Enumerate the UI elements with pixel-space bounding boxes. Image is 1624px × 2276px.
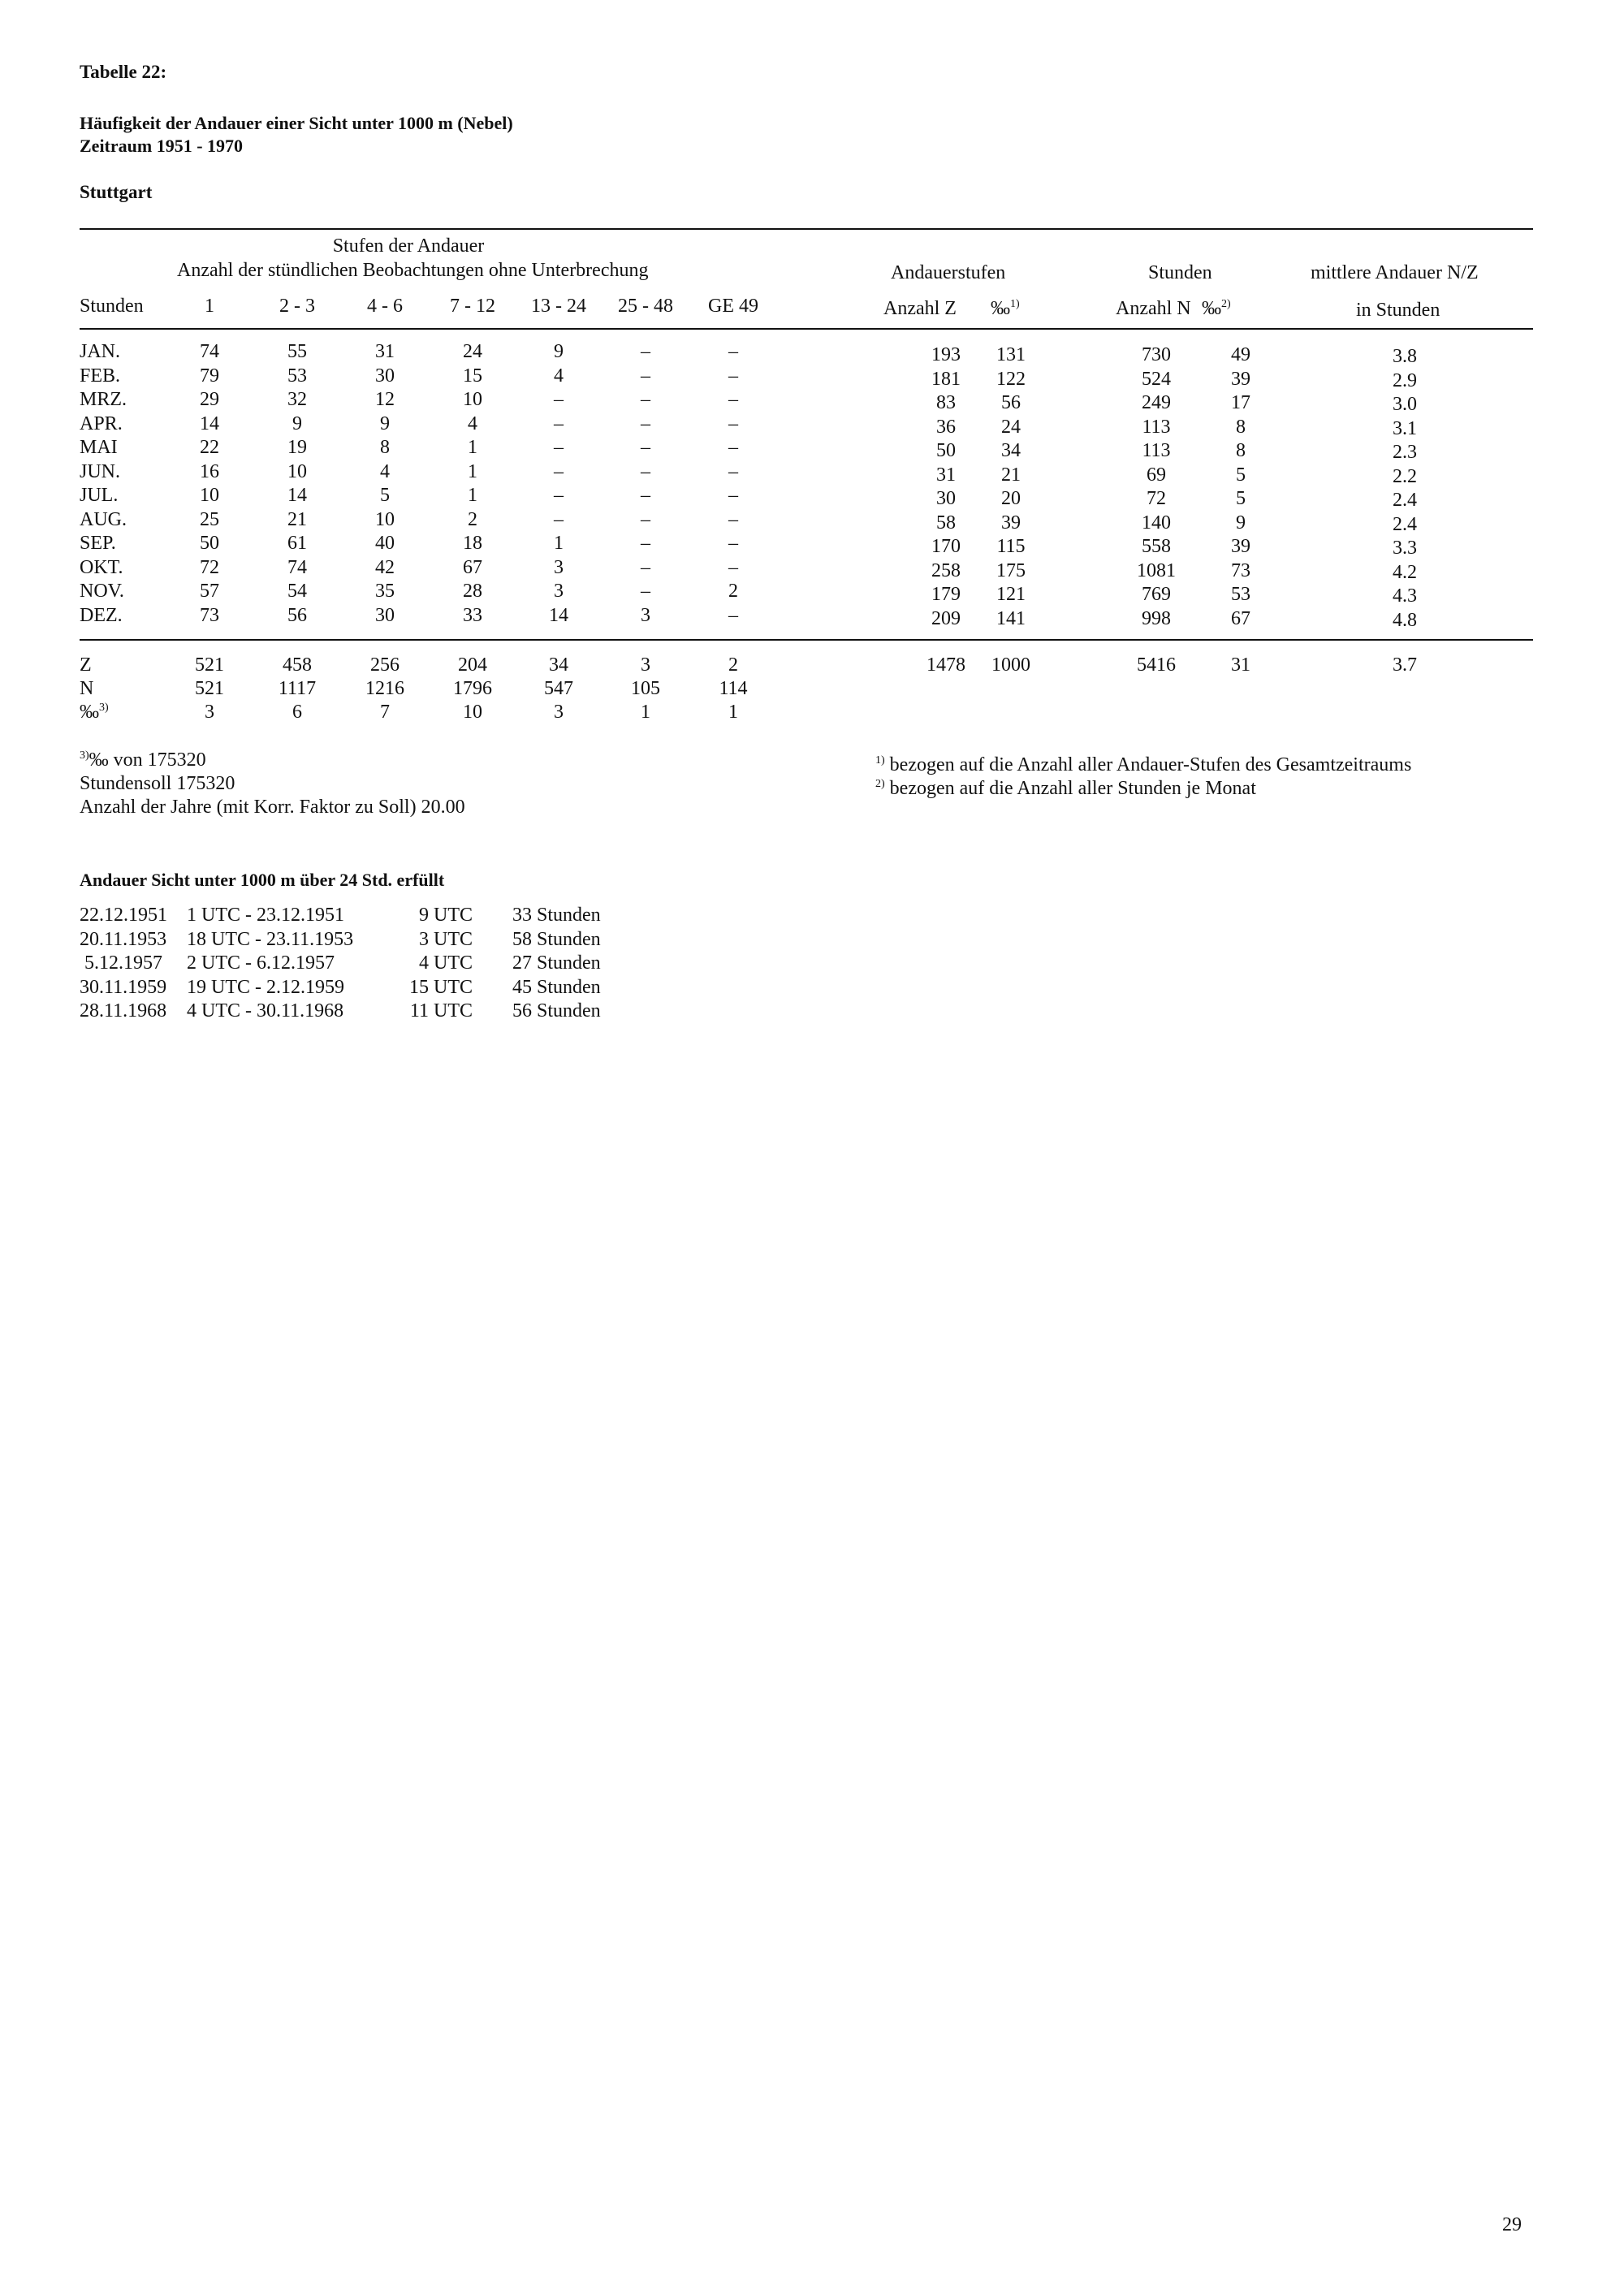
duration-length: 56 Stunden bbox=[512, 1000, 601, 1021]
column-header: 4 - 6 bbox=[367, 296, 403, 317]
table-cell: 61 bbox=[287, 533, 307, 554]
permille-z-cell: 175 bbox=[996, 559, 1026, 581]
permille-n-cell: 49 bbox=[1231, 344, 1250, 365]
mittlere-cell: 3.8 bbox=[1393, 346, 1417, 367]
table-cell: 5 bbox=[380, 485, 390, 506]
permille-z-cell: 115 bbox=[996, 536, 1026, 557]
permille-z-cell: 21 bbox=[1001, 464, 1021, 486]
table-cell: 22 bbox=[200, 437, 219, 458]
anzahl-n-cell: 524 bbox=[1142, 368, 1171, 390]
anzahl-n-cell: 558 bbox=[1142, 536, 1171, 557]
anzahl-z-cell: 30 bbox=[936, 488, 956, 509]
table-cell: 56 bbox=[287, 604, 307, 626]
table-cell: 9 bbox=[292, 412, 302, 434]
permille-1-header: ‰$^{1)}$ bbox=[991, 298, 1020, 319]
table-cell: 12 bbox=[375, 389, 395, 410]
table-cell: – bbox=[728, 412, 738, 434]
table-cell: 4 bbox=[380, 460, 390, 482]
table-cell: 30 bbox=[375, 365, 395, 387]
totals-cell: 1796 bbox=[453, 678, 492, 699]
table-cell: 29 bbox=[200, 389, 219, 410]
anzahl-n-cell: 1081 bbox=[1137, 559, 1176, 581]
totals-cell: 3 bbox=[205, 702, 214, 723]
table-cell: – bbox=[554, 485, 564, 506]
table-cell: – bbox=[728, 437, 738, 458]
table-cell: 40 bbox=[375, 533, 395, 554]
permille-z-cell: 122 bbox=[996, 368, 1026, 390]
permille-n-cell: 9 bbox=[1236, 512, 1246, 533]
month-label: JUL. bbox=[80, 485, 119, 506]
anzahl-n-cell: 998 bbox=[1142, 607, 1171, 629]
totals-cell: 114 bbox=[719, 678, 748, 699]
table-cell: – bbox=[728, 365, 738, 387]
totals-rule bbox=[80, 639, 1533, 641]
mittlere-cell: 4.2 bbox=[1393, 561, 1417, 583]
anzahl-n-cell: 113 bbox=[1142, 416, 1171, 438]
month-label: SEP. bbox=[80, 533, 116, 554]
in-stunden-header: in Stunden bbox=[1356, 300, 1440, 321]
duration-row bbox=[0, 952, 731, 976]
permille-z-cell: 39 bbox=[1001, 512, 1021, 533]
table-cell: – bbox=[641, 508, 650, 530]
duration-end-time: 3 UTC bbox=[419, 928, 473, 950]
duration-end-time: 9 UTC bbox=[419, 905, 473, 926]
mittlere-cell: 4.8 bbox=[1393, 609, 1417, 631]
anzahl-z-cell: 193 bbox=[931, 344, 961, 365]
header-bottom-rule bbox=[80, 328, 1533, 330]
durations-title: Andauer Sicht unter 1000 m über 24 Std. erfüllt bbox=[80, 870, 445, 890]
anzahl-z-cell: 179 bbox=[931, 584, 961, 605]
table-cell: 35 bbox=[375, 581, 395, 602]
totals-cell: 1216 bbox=[365, 678, 404, 699]
table-cell: – bbox=[641, 412, 650, 434]
column-header: 7 - 12 bbox=[450, 296, 495, 317]
duration-start-time: 4 UTC - 30.11.1968 bbox=[187, 1000, 344, 1021]
table-cell: – bbox=[641, 533, 650, 554]
anzahl-z-cell: 50 bbox=[936, 440, 956, 461]
duration-start-date: 20.11.1953 bbox=[80, 928, 167, 950]
table-cell: 10 bbox=[287, 460, 307, 482]
table-cell: 14 bbox=[287, 485, 307, 506]
table-cell: 25 bbox=[200, 508, 219, 530]
table-cell: 74 bbox=[200, 341, 219, 362]
table-cell: 24 bbox=[463, 341, 482, 362]
table-cell: 30 bbox=[375, 604, 395, 626]
column-header: GE 49 bbox=[708, 296, 758, 317]
totals-cell: 458 bbox=[283, 654, 312, 676]
table-cell: – bbox=[728, 341, 738, 362]
mittlere-cell: 3.0 bbox=[1393, 394, 1417, 415]
table-cell: – bbox=[554, 460, 564, 482]
permille-n-cell: 5 bbox=[1236, 464, 1246, 486]
anzahl-z-cell: 170 bbox=[931, 536, 961, 557]
month-label: AUG. bbox=[80, 508, 127, 530]
table-cell: – bbox=[728, 508, 738, 530]
table-cell: – bbox=[641, 389, 650, 410]
table-cell: – bbox=[641, 365, 650, 387]
total-permille-n: 31 bbox=[1231, 654, 1250, 676]
row-label-header: Stunden bbox=[80, 296, 144, 317]
table-cell: 3 bbox=[641, 604, 650, 626]
totals-cell: 3 bbox=[554, 702, 564, 723]
duration-end-time: 4 UTC bbox=[419, 952, 473, 974]
footnote-2: $^{2)}$ bezogen auf die Anzahl aller Stunden je Monat bbox=[875, 778, 1256, 799]
table-title-line-2: Zeitraum 1951 - 1970 bbox=[80, 136, 244, 156]
table-cell: 10 bbox=[200, 485, 219, 506]
totals-cell: 1117 bbox=[278, 678, 317, 699]
table-cell: 2 bbox=[728, 581, 738, 602]
table-cell: 3 bbox=[554, 581, 564, 602]
table-cell: 18 bbox=[463, 533, 482, 554]
month-label: MRZ. bbox=[80, 389, 127, 410]
duration-start-date: 5.12.1957 bbox=[84, 952, 162, 974]
table-cell: 73 bbox=[200, 604, 219, 626]
table-cell: – bbox=[728, 533, 738, 554]
duration-start-date: 22.12.1951 bbox=[80, 905, 167, 926]
table-cell: 28 bbox=[463, 581, 482, 602]
group-header-1: Stufen der Andauer bbox=[332, 235, 485, 257]
duration-start-time: 18 UTC - 23.11.1953 bbox=[187, 928, 354, 950]
duration-length: 27 Stunden bbox=[512, 952, 601, 974]
anzahl-n-cell: 113 bbox=[1142, 440, 1171, 461]
table-cell: 15 bbox=[463, 365, 482, 387]
anzahl-z-header: Anzahl Z bbox=[883, 298, 957, 319]
table-cell: 9 bbox=[554, 341, 564, 362]
permille-z-cell: 131 bbox=[996, 344, 1026, 365]
permille-n-cell: 39 bbox=[1231, 536, 1250, 557]
page-number: 29 bbox=[1502, 2214, 1522, 2235]
table-cell: 57 bbox=[200, 581, 219, 602]
duration-row bbox=[0, 929, 731, 952]
total-anzahl-z: 1478 bbox=[926, 654, 965, 676]
permille-z-cell: 34 bbox=[1001, 440, 1021, 461]
duration-end-time: 11 UTC bbox=[409, 1000, 473, 1021]
table-cell: – bbox=[641, 485, 650, 506]
table-cell: 50 bbox=[200, 533, 219, 554]
footnote-3: $^{3)}$‰ von 175320 bbox=[80, 749, 206, 771]
totals-cell: 256 bbox=[370, 654, 400, 676]
table-cell: – bbox=[728, 556, 738, 578]
duration-row bbox=[0, 1000, 731, 1024]
stunden-group-header: Stunden bbox=[1148, 262, 1212, 283]
table-cell: 9 bbox=[380, 412, 390, 434]
totals-cell: 105 bbox=[631, 678, 660, 699]
table-cell: – bbox=[641, 581, 650, 602]
table-cell: – bbox=[554, 412, 564, 434]
anzahl-n-cell: 249 bbox=[1142, 392, 1171, 413]
table-cell: 4 bbox=[468, 412, 477, 434]
table-cell: 33 bbox=[463, 604, 482, 626]
mittlere-cell: 3.1 bbox=[1393, 417, 1417, 439]
table-cell: 32 bbox=[287, 389, 307, 410]
table-cell: – bbox=[554, 437, 564, 458]
mittlere-cell: 4.3 bbox=[1393, 585, 1417, 607]
month-label: FEB. bbox=[80, 365, 121, 387]
duration-start-time: 1 UTC - 23.12.1951 bbox=[187, 905, 344, 926]
table-cell: 53 bbox=[287, 365, 307, 387]
anzahl-n-cell: 769 bbox=[1142, 584, 1171, 605]
permille-z-cell: 121 bbox=[996, 584, 1026, 605]
anzahl-z-cell: 258 bbox=[931, 559, 961, 581]
table-cell: 14 bbox=[549, 604, 568, 626]
totals-cell: 10 bbox=[463, 702, 482, 723]
totals-cell: 1 bbox=[641, 702, 650, 723]
table-cell: 1 bbox=[468, 460, 477, 482]
table-cell: 8 bbox=[380, 437, 390, 458]
permille-z-cell: 20 bbox=[1001, 488, 1021, 509]
table-title-line-1: Häufigkeit der Andauer einer Sicht unter 1000 m (Nebel) bbox=[80, 113, 513, 133]
footnote-jahre: Anzahl der Jahre (mit Korr. Faktor zu Soll) 20.00 bbox=[80, 797, 465, 818]
permille-n-cell: 8 bbox=[1236, 440, 1246, 461]
totals-cell: 547 bbox=[544, 678, 573, 699]
column-header: 1 bbox=[205, 296, 214, 317]
totals-label: N bbox=[80, 678, 94, 699]
table-cell: – bbox=[728, 485, 738, 506]
table-cell: 4 bbox=[554, 365, 564, 387]
month-label: APR. bbox=[80, 412, 123, 434]
anzahl-z-cell: 58 bbox=[936, 512, 956, 533]
table-cell: 10 bbox=[375, 508, 395, 530]
total-anzahl-n: 5416 bbox=[1137, 654, 1176, 676]
totals-cell: 34 bbox=[549, 654, 568, 676]
table-cell: – bbox=[554, 508, 564, 530]
station-name: Stuttgart bbox=[80, 182, 153, 202]
duration-start-time: 2 UTC - 6.12.1957 bbox=[187, 952, 335, 974]
mittlere-cell: 2.3 bbox=[1393, 442, 1417, 463]
totals-cell: 6 bbox=[292, 702, 302, 723]
anzahl-n-header: Anzahl N bbox=[1116, 298, 1191, 319]
totals-cell: 521 bbox=[195, 678, 224, 699]
totals-cell: 2 bbox=[728, 654, 738, 676]
totals-label: ‰$^{3)}$ bbox=[80, 702, 109, 723]
mittlere-cell: 2.9 bbox=[1393, 369, 1417, 391]
mittlere-cell: 2.4 bbox=[1393, 513, 1417, 535]
table-cell: – bbox=[728, 604, 738, 626]
column-header: 25 - 48 bbox=[618, 296, 673, 317]
anzahl-n-cell: 72 bbox=[1147, 488, 1166, 509]
column-header: 2 - 3 bbox=[279, 296, 315, 317]
anzahl-z-cell: 31 bbox=[936, 464, 956, 486]
totals-cell: 1 bbox=[728, 702, 738, 723]
totals-cell: 3 bbox=[641, 654, 650, 676]
table-cell: 2 bbox=[468, 508, 477, 530]
mittlere-cell: 2.4 bbox=[1393, 490, 1417, 511]
permille-n-cell: 39 bbox=[1231, 368, 1250, 390]
duration-start-date: 30.11.1959 bbox=[80, 976, 167, 998]
month-label: OKT. bbox=[80, 556, 123, 578]
table-cell: – bbox=[641, 556, 650, 578]
table-cell: 1 bbox=[468, 485, 477, 506]
mittlere-andauer-header: mittlere Andauer N/Z bbox=[1311, 262, 1479, 283]
totals-cell: 204 bbox=[458, 654, 487, 676]
duration-end-time: 15 UTC bbox=[409, 976, 473, 998]
month-label: NOV. bbox=[80, 581, 124, 602]
permille-z-cell: 24 bbox=[1001, 416, 1021, 438]
month-label: MAI bbox=[80, 437, 118, 458]
anzahl-n-cell: 730 bbox=[1142, 344, 1171, 365]
anzahl-z-cell: 209 bbox=[931, 607, 961, 629]
table-cell: 3 bbox=[554, 556, 564, 578]
group-header-2: Anzahl der stündlichen Beobachtungen ohne Unterbrechung bbox=[177, 260, 649, 281]
duration-start-time: 19 UTC - 2.12.1959 bbox=[187, 976, 344, 998]
permille-2-header: ‰$^{2)}$ bbox=[1202, 298, 1231, 319]
table-cell: 1 bbox=[468, 437, 477, 458]
month-label: JAN. bbox=[80, 341, 121, 362]
anzahl-z-cell: 36 bbox=[936, 416, 956, 438]
table-cell: – bbox=[728, 460, 738, 482]
table-cell: 42 bbox=[375, 556, 395, 578]
permille-n-cell: 53 bbox=[1231, 584, 1250, 605]
table-cell: 74 bbox=[287, 556, 307, 578]
totals-cell: 521 bbox=[195, 654, 224, 676]
permille-n-cell: 5 bbox=[1236, 488, 1246, 509]
column-header: 13 - 24 bbox=[531, 296, 586, 317]
permille-n-cell: 8 bbox=[1236, 416, 1246, 438]
duration-length: 45 Stunden bbox=[512, 976, 601, 998]
duration-length: 33 Stunden bbox=[512, 905, 601, 926]
anzahl-n-cell: 69 bbox=[1147, 464, 1166, 486]
permille-n-cell: 17 bbox=[1231, 392, 1250, 413]
total-mittlere: 3.7 bbox=[1393, 654, 1417, 676]
totals-cell: 7 bbox=[380, 702, 390, 723]
mittlere-cell: 2.2 bbox=[1393, 465, 1417, 487]
month-label: JUN. bbox=[80, 460, 121, 482]
table-cell: 31 bbox=[375, 341, 395, 362]
month-label: DEZ. bbox=[80, 604, 123, 626]
table-cell: 10 bbox=[463, 389, 482, 410]
totals-label: Z bbox=[80, 654, 92, 676]
duration-row bbox=[0, 905, 731, 928]
table-cell: 72 bbox=[200, 556, 219, 578]
table-cell: 1 bbox=[554, 533, 564, 554]
table-cell: 16 bbox=[200, 460, 219, 482]
table-cell: 55 bbox=[287, 341, 307, 362]
anzahl-n-cell: 140 bbox=[1142, 512, 1171, 533]
footnote-stundensoll: Stundensoll 175320 bbox=[80, 773, 235, 794]
anzahl-z-cell: 83 bbox=[936, 392, 956, 413]
table-cell: 54 bbox=[287, 581, 307, 602]
duration-length: 58 Stunden bbox=[512, 928, 601, 950]
table-cell: 19 bbox=[287, 437, 307, 458]
table-cell: 79 bbox=[200, 365, 219, 387]
footnote-1: $^{1)}$ bezogen auf die Anzahl aller Andauer-Stufen des Gesamtzeitraums bbox=[875, 754, 1412, 775]
table-cell: – bbox=[554, 389, 564, 410]
table-cell: 21 bbox=[287, 508, 307, 530]
table-cell: – bbox=[641, 460, 650, 482]
permille-z-cell: 141 bbox=[996, 607, 1026, 629]
table-cell: – bbox=[641, 341, 650, 362]
duration-start-date: 28.11.1968 bbox=[80, 1000, 167, 1021]
anzahl-z-cell: 181 bbox=[931, 368, 961, 390]
table-cell: – bbox=[641, 437, 650, 458]
mittlere-cell: 3.3 bbox=[1393, 538, 1417, 559]
permille-n-cell: 67 bbox=[1231, 607, 1250, 629]
total-permille-z: 1000 bbox=[991, 654, 1030, 676]
table-label: Tabelle 22: bbox=[80, 62, 167, 82]
table-top-rule bbox=[80, 228, 1533, 230]
permille-n-cell: 73 bbox=[1231, 559, 1250, 581]
andauerstufen-header: Andauerstufen bbox=[891, 262, 1006, 283]
table-cell: 14 bbox=[200, 412, 219, 434]
permille-z-cell: 56 bbox=[1001, 392, 1021, 413]
table-cell: – bbox=[728, 389, 738, 410]
table-cell: 67 bbox=[463, 556, 482, 578]
duration-row bbox=[0, 977, 731, 1000]
